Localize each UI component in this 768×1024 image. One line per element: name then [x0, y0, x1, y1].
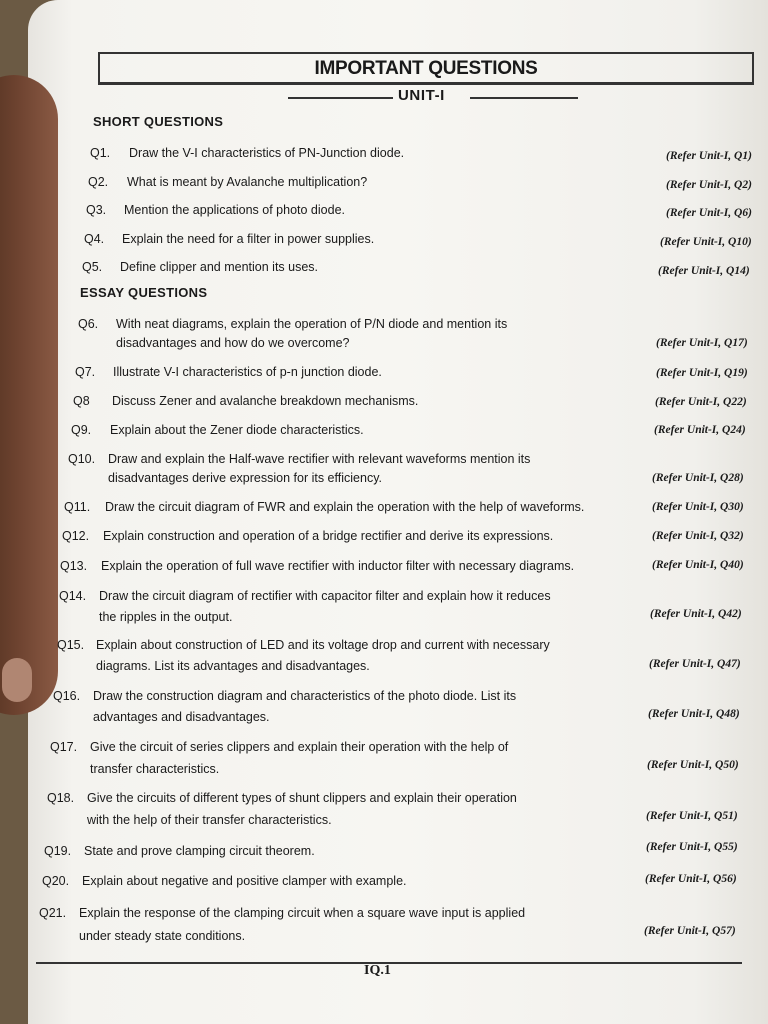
- question-number: Q14.: [59, 589, 87, 603]
- question-reference: (Refer Unit-I, Q32): [652, 530, 744, 542]
- question-text: disadvantages and how do we overcome?: [116, 336, 350, 350]
- question-text: the ripples in the output.: [99, 610, 233, 624]
- question-text: disadvantages derive expression for its efficiency.: [108, 471, 382, 485]
- question-reference: (Refer Unit-I, Q57): [644, 925, 736, 937]
- question-reference: (Refer Unit-I, Q2): [666, 179, 752, 191]
- question-text: advantages and disadvantages.: [93, 710, 270, 724]
- question-reference: (Refer Unit-I, Q51): [646, 810, 738, 822]
- question-text: Give the circuits of different types of shunt clippers and explain their operation: [87, 791, 517, 805]
- question-text: diagrams. List its advantages and disadvantages.: [96, 659, 370, 673]
- question-reference: (Refer Unit-I, Q30): [652, 501, 744, 513]
- question-number: Q13.: [60, 559, 88, 573]
- question-reference: (Refer Unit-I, Q42): [650, 608, 742, 620]
- unit-rule-right: [470, 97, 578, 99]
- question-text: Draw the circuit diagram of FWR and explain the operation with the help of waveforms.: [105, 500, 585, 514]
- question-number: Q9.: [71, 423, 92, 437]
- page-title: IMPORTANT QUESTIONS: [98, 52, 754, 85]
- question-text: Explain about construction of LED and its voltage drop and current with necessary: [96, 638, 550, 652]
- question-text: Draw the construction diagram and characteristics of the photo diode. List its: [93, 689, 517, 703]
- page-number: IQ.1: [364, 963, 391, 978]
- question-text: Discuss Zener and avalanche breakdown mechanisms.: [112, 394, 419, 408]
- question-text: Give the circuit of series clippers and explain their operation with the help of: [90, 740, 509, 754]
- question-reference: (Refer Unit-I, Q48): [648, 708, 740, 720]
- question-text: Explain about the Zener diode characteristics.: [110, 423, 364, 437]
- question-number: Q5.: [82, 260, 103, 274]
- question-reference: (Refer Unit-I, Q24): [654, 424, 746, 436]
- question-number: Q20.: [42, 874, 70, 888]
- unit-rule-left: [288, 97, 393, 99]
- question-number: Q15.: [57, 638, 85, 652]
- question-text: Mention the applications of photo diode.: [124, 203, 345, 217]
- question-number: Q16.: [53, 689, 81, 703]
- question-text: Explain about negative and positive clamper with example.: [82, 874, 407, 888]
- question-number: Q18.: [47, 791, 75, 805]
- unit-heading: [288, 89, 578, 103]
- thumbnail-nail: [2, 658, 32, 702]
- question-text: Explain the operation of full wave rectifier with inductor filter with necessary diagrams.: [101, 559, 575, 573]
- question-text: Explain the response of the clamping circuit when a square wave input is applied: [79, 906, 526, 920]
- question-reference: (Refer Unit-I, Q10): [660, 236, 752, 248]
- question-number: Q3.: [86, 203, 107, 217]
- question-number: Q7.: [75, 365, 96, 379]
- question-text: With neat diagrams, explain the operation of P/N diode and mention its: [116, 317, 508, 331]
- question-reference: (Refer Unit-I, Q14): [658, 265, 750, 277]
- question-reference: (Refer Unit-I, Q19): [656, 367, 748, 379]
- question-number: Q10.: [68, 452, 96, 466]
- question-number: Q11.: [64, 500, 91, 514]
- section-short-questions: SHORT QUESTIONS: [93, 114, 224, 129]
- question-number: Q19.: [44, 844, 72, 858]
- question-text: transfer characteristics.: [90, 762, 220, 776]
- question-reference: (Refer Unit-I, Q56): [645, 873, 737, 885]
- question-reference: (Refer Unit-I, Q28): [652, 472, 744, 484]
- question-text: Explain construction and operation of a bridge rectifier and derive its expressions.: [103, 529, 554, 543]
- section-essay-questions: ESSAY QUESTIONS: [80, 285, 208, 300]
- question-reference: (Refer Unit-I, Q17): [656, 337, 748, 349]
- question-number: Q6.: [78, 317, 99, 331]
- thumb: [0, 75, 58, 715]
- question-text: Draw the V-I characteristics of PN-Junction diode.: [129, 146, 405, 160]
- question-number: Q4.: [84, 232, 105, 246]
- question-text: Explain the need for a filter in power supplies.: [122, 232, 375, 246]
- unit-label: UNIT-I: [398, 87, 445, 104]
- question-number: Q8: [73, 394, 90, 408]
- question-number: Q1.: [90, 146, 111, 160]
- question-text: Illustrate V-I characteristics of p-n junction diode.: [113, 365, 382, 379]
- question-text: State and prove clamping circuit theorem.: [84, 844, 315, 858]
- question-text: What is meant by Avalanche multiplication?: [127, 175, 368, 189]
- question-text: Draw and explain the Half-wave rectifier with relevant waveforms mention its: [108, 452, 531, 466]
- question-text: under steady state conditions.: [79, 929, 246, 943]
- question-reference: (Refer Unit-I, Q6): [666, 207, 752, 219]
- question-number: Q17.: [50, 740, 78, 754]
- question-reference: (Refer Unit-I, Q55): [646, 841, 738, 853]
- question-text: with the help of their transfer characteristics.: [87, 813, 332, 827]
- question-number: Q2.: [88, 175, 109, 189]
- question-text: Draw the circuit diagram of rectifier with capacitor filter and explain how it reduces: [99, 589, 551, 603]
- question-reference: (Refer Unit-I, Q22): [655, 396, 747, 408]
- question-reference: (Refer Unit-I, Q1): [666, 150, 752, 162]
- question-reference: (Refer Unit-I, Q40): [652, 559, 744, 571]
- question-text: Define clipper and mention its uses.: [120, 260, 319, 274]
- question-reference: (Refer Unit-I, Q47): [649, 658, 741, 670]
- question-number: Q21.: [39, 906, 67, 920]
- question-number: Q12.: [62, 529, 90, 543]
- question-reference: (Refer Unit-I, Q50): [647, 759, 739, 771]
